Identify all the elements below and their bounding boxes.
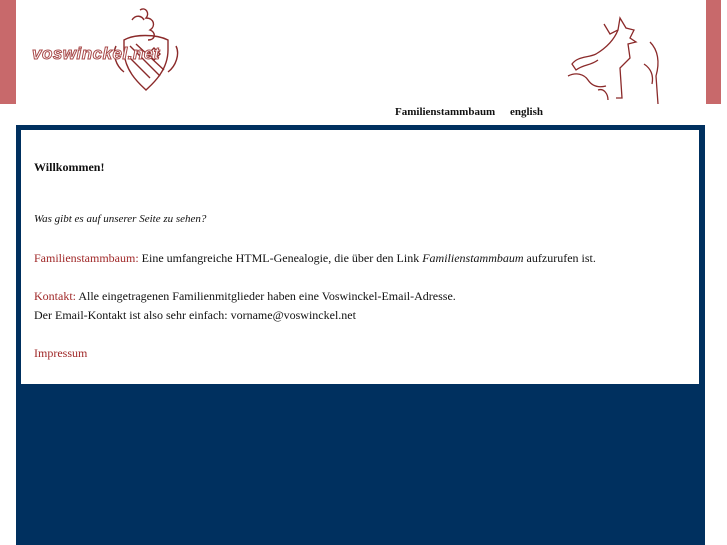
nav-familienstammbaum-link[interactable]: Familienstammbaum — [395, 106, 496, 118]
family-tree-text-italic: Familienstammbaum — [422, 251, 524, 265]
main-content — [21, 130, 699, 384]
contact-link[interactable]: Kontakt: — [34, 289, 76, 303]
family-tree-text-before: Eine umfangreiche HTML-Genealogie, die über den Link — [138, 251, 423, 265]
contact-paragraph — [34, 289, 456, 304]
left-decor-bar — [0, 0, 16, 104]
impressum-link[interactable]: Impressum — [34, 346, 88, 360]
logo-text: voswinckel.net — [32, 44, 160, 63]
top-navigation — [395, 106, 555, 118]
nav-english-link[interactable]: english — [509, 106, 543, 118]
contact-email-line: Der Email-Kontakt ist also sehr einfach: vorname@voswinckel.net — [34, 308, 356, 322]
animal-crest-icon — [558, 14, 680, 106]
right-decor-bar — [706, 0, 721, 104]
family-tree-text-after: aufzurufen ist. — [523, 251, 596, 265]
family-tree-paragraph — [34, 251, 596, 266]
contact-text: Alle eingetragenen Familienmitglieder haben eine Voswinckel-Email-Adresse. — [76, 289, 456, 303]
family-tree-link[interactable]: Familienstammbaum: — [34, 251, 139, 265]
welcome-heading: Willkommen! — [34, 160, 105, 174]
intro-question: Was gibt es auf unserer Seite zu sehen? — [34, 213, 207, 225]
